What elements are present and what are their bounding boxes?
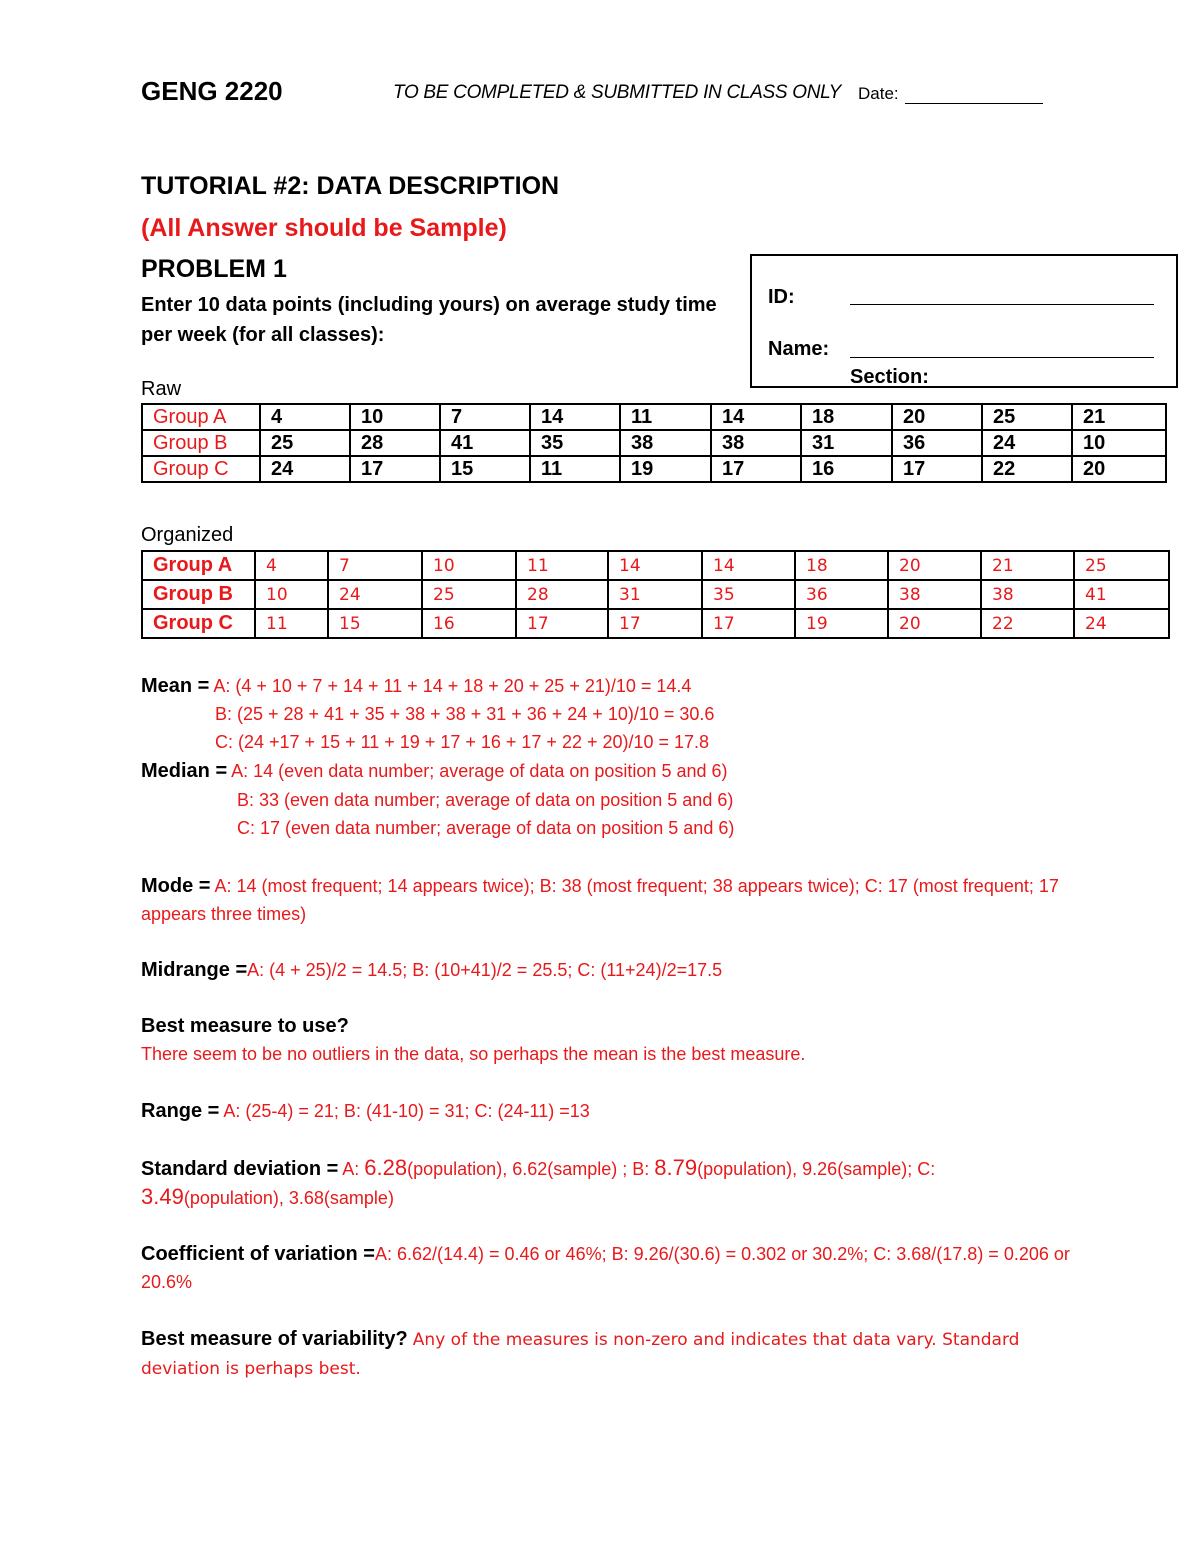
sd-c-rest: (population), 3.68(sample) [183, 1188, 394, 1208]
range-text: A: (25-4) = 21; B: (41-10) = 31; C: (24-11) =13 [223, 1101, 590, 1121]
table-cell: 25 [260, 430, 350, 456]
mean-c: C: (24 +17 + 15 + 11 + 19 + 17 + 16 + 17 + 22 + 20)/10 = 17.8 [215, 732, 710, 752]
table-cell: 17 [711, 456, 801, 482]
table-cell: 18 [801, 404, 892, 430]
table-cell: 18 [795, 551, 888, 580]
table-cell: 17 [892, 456, 982, 482]
table-cell: 24 [328, 580, 422, 609]
section-label: Section: [850, 366, 929, 388]
table-cell: 28 [516, 580, 608, 609]
organized-data-table [141, 550, 1170, 639]
page-subtitle: (All Answer should be Sample) [141, 214, 507, 242]
table-cell: 11 [530, 456, 620, 482]
sd-a-prefix: A: [342, 1159, 365, 1179]
sd-c-population: 3.49 [141, 1184, 184, 1209]
median-label: Median = [141, 760, 228, 782]
mean-a: A: (4 + 10 + 7 + 14 + 11 + 14 + 18 + 20 + 25 + 21)/10 = 14.4 [213, 676, 692, 696]
table-cell: 17 [702, 609, 795, 638]
table-cell: 38 [620, 430, 711, 456]
table-cell: 15 [440, 456, 530, 482]
id-blank-line [850, 304, 1154, 305]
median-a: A: 14 (even data number; average of data on position 5 and 6) [231, 761, 728, 781]
mode-text: A: 14 (most frequent; 14 appears twice); B: 38 (most frequent; 38 appears twice); C: 17 (most frequent; 17 appears three times) [141, 876, 1059, 924]
name-blank-line [850, 357, 1154, 358]
problem-heading: PROBLEM 1 [141, 255, 287, 283]
cv-text: A: 6.62/(14.4) = 0.46 or 46%; B: 9.26/(30.6) = 0.302 or 30.2%; C: 3.68/(17.8) = 0.206 or 20.6% [141, 1244, 1070, 1292]
id-label: ID: [768, 286, 795, 308]
sd-b-population: 8.79 [654, 1155, 698, 1180]
best-measure-question [141, 1012, 349, 1040]
name-label: Name: [768, 338, 830, 360]
group-label: Group B [142, 430, 260, 456]
table-cell: 19 [620, 456, 711, 482]
mean-answer [141, 672, 691, 700]
group-label: Group C [142, 609, 255, 638]
median-c: C: 17 (even data number; average of data on position 5 and 6) [237, 818, 735, 838]
date-blank-line [905, 87, 1043, 104]
table-cell: 31 [608, 580, 702, 609]
table-cell: 20 [888, 609, 981, 638]
problem-instructions: Enter 10 data points (including yours) on average study time per week (for all classes): [141, 294, 717, 346]
best-variability-answer [141, 1325, 1101, 1383]
table-cell: 36 [892, 430, 982, 456]
table-cell: 16 [422, 609, 516, 638]
course-code: GENG 2220 [141, 76, 283, 106]
table-cell: 17 [350, 456, 440, 482]
student-info-box [750, 254, 1178, 388]
group-label: Group B [142, 580, 255, 609]
mean-label: Mean = [141, 675, 210, 697]
page-title: TUTORIAL #2: DATA DESCRIPTION [141, 172, 560, 200]
table-cell: 19 [795, 609, 888, 638]
midrange-label: Midrange = [141, 959, 248, 981]
table-cell: 17 [516, 609, 608, 638]
table-cell: 14 [702, 551, 795, 580]
table-cell: 41 [440, 430, 530, 456]
std-dev-label: Standard deviation = [141, 1158, 339, 1180]
table-cell: 7 [440, 404, 530, 430]
table-cell: 38 [981, 580, 1074, 609]
table-cell: 38 [888, 580, 981, 609]
table-cell: 17 [608, 609, 702, 638]
best-variability-text: Any of the measures is non-zero and indicates that data vary. Standard deviation is perhaps best. [141, 1330, 1020, 1379]
table-cell: 7 [328, 551, 422, 580]
midrange-text: A: (4 + 25)/2 = 14.5; B: (10+41)/2 = 25.5; C: (11+24)/2=17.5 [247, 960, 723, 980]
table-row [142, 580, 1169, 609]
table-row [142, 404, 1166, 430]
table-cell: 24 [1074, 609, 1169, 638]
table-cell: 31 [801, 430, 892, 456]
table-row [142, 609, 1169, 638]
best-variability-label: Best measure of variability? [141, 1328, 408, 1350]
organized-label: Organized [141, 524, 234, 546]
mean-b: B: (25 + 28 + 41 + 35 + 38 + 38 + 31 + 36 + 24 + 10)/10 = 30.6 [215, 704, 715, 724]
raw-data-table [141, 403, 1167, 483]
table-cell: 11 [620, 404, 711, 430]
group-label: Group A [142, 551, 255, 580]
table-cell: 25 [422, 580, 516, 609]
median-answer [141, 757, 728, 785]
table-cell: 24 [260, 456, 350, 482]
raw-label: Raw [141, 378, 182, 400]
cv-answer [141, 1240, 1081, 1296]
std-dev-answer [141, 1154, 1081, 1212]
mode-answer [141, 872, 1101, 928]
table-row [142, 551, 1169, 580]
table-cell: 10 [350, 404, 440, 430]
range-answer [141, 1097, 590, 1125]
table-cell: 4 [260, 404, 350, 430]
section-blank-line [928, 386, 1154, 387]
table-cell: 16 [801, 456, 892, 482]
table-cell: 20 [892, 404, 982, 430]
table-cell: 22 [981, 609, 1074, 638]
table-cell: 11 [516, 551, 608, 580]
table-cell: 10 [422, 551, 516, 580]
table-cell: 25 [1074, 551, 1169, 580]
cv-label: Coefficient of variation = [141, 1243, 375, 1265]
best-measure-answer: There seem to be no outliers in the data, so perhaps the mean is the best measure. [141, 1044, 806, 1064]
date-field [858, 84, 1043, 104]
table-cell: 38 [711, 430, 801, 456]
group-label: Group A [142, 404, 260, 430]
table-row [142, 430, 1166, 456]
range-label: Range = [141, 1100, 220, 1122]
table-cell: 41 [1074, 580, 1169, 609]
table-cell: 15 [328, 609, 422, 638]
table-cell: 10 [255, 580, 328, 609]
table-cell: 24 [982, 430, 1072, 456]
table-cell: 11 [255, 609, 328, 638]
table-cell: 14 [608, 551, 702, 580]
table-cell: 25 [982, 404, 1072, 430]
median-b: B: 33 (even data number; average of data on position 5 and 6) [237, 790, 734, 810]
midrange-answer [141, 956, 722, 984]
sd-b-prefix: B: [632, 1159, 655, 1179]
table-cell: 20 [1072, 456, 1166, 482]
best-measure-label: Best measure to use? [141, 1015, 349, 1037]
table-cell: 10 [1072, 430, 1166, 456]
table-cell: 28 [350, 430, 440, 456]
table-cell: 20 [888, 551, 981, 580]
table-cell: 22 [982, 456, 1072, 482]
table-cell: 4 [255, 551, 328, 580]
table-cell: 21 [1072, 404, 1166, 430]
sd-b-rest: (population), 9.26(sample); C: [697, 1159, 936, 1179]
table-row [142, 456, 1166, 482]
table-cell: 21 [981, 551, 1074, 580]
table-cell: 14 [530, 404, 620, 430]
table-cell: 14 [711, 404, 801, 430]
group-label: Group C [142, 456, 260, 482]
mode-label: Mode = [141, 875, 211, 897]
sd-a-rest: (population), 6.62(sample) ; [407, 1159, 633, 1179]
in-class-notice: TO BE COMPLETED & SUBMITTED IN CLASS ONLY [393, 82, 842, 103]
table-cell: 36 [795, 580, 888, 609]
date-label: Date: [858, 84, 899, 103]
table-cell: 35 [530, 430, 620, 456]
sd-a-population: 6.28 [364, 1155, 408, 1180]
table-cell: 35 [702, 580, 795, 609]
